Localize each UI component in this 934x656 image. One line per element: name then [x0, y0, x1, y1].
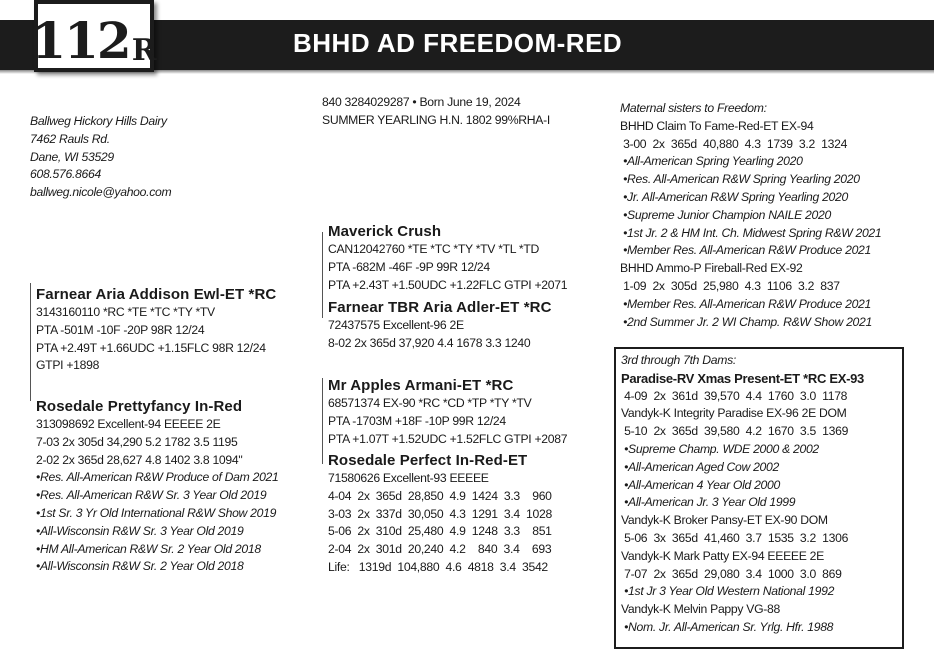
consignor-email: ballweg.nicole@yahoo.com [30, 185, 172, 200]
dam-name: Rosedale Prettyfancy In-Red [36, 398, 243, 415]
registration-class: SUMMER YEARLING H.N. 1802 99%RHA-I [322, 112, 550, 127]
mgs-line: PTA -1703M +18F -10P 99R 12/24 [328, 413, 506, 428]
dams-list [621, 370, 864, 637]
record-line: 3-00 2x 365d 40,880 4.3 1739 3.2 1324 [620, 136, 848, 151]
mgs-line: PTA +1.07T +1.52UDC +1.52FLC GTPI +2087 [328, 431, 568, 446]
honor-line: •All-American 4 Year Old 2000 [621, 477, 780, 492]
mgs-block [328, 376, 567, 448]
dams-box [614, 347, 904, 649]
sire-dam-line: 72437575 Excellent-96 2E [328, 318, 464, 332]
sire-line: PTA -682M -46F -9P 99R 12/24 [328, 259, 490, 274]
consignor-phone: 608.576.8664 [30, 167, 101, 182]
honor-line: •1st Jr 3 Year Old Western National 1992 [621, 584, 835, 599]
dams-box-content [621, 352, 864, 637]
dam-block [36, 397, 279, 576]
granddam-name: Rosedale Perfect In-Red-ET [328, 452, 528, 469]
pedigree-line-dam [30, 283, 31, 401]
dam-honor: •All-Wisconsin R&W Sr. 2 Year Old 2018 [36, 559, 244, 574]
consignor-street: 7462 Rauls Rd. [30, 131, 110, 146]
lot-number-box [31, 0, 157, 72]
granddam-record: 3-03 2x 337d 30,050 4.3 1291 3.4 1028 [328, 506, 552, 521]
dam-line: 7-03 2x 305d 34,290 5.2 1782 3.5 1195 [36, 434, 238, 449]
granddam-record: 4-04 2x 365d 28,850 4.9 1424 3.3 960 [328, 488, 552, 503]
dam-honor: •1st Sr. 3 Yr Old International R&W Show 2019 [36, 505, 277, 520]
granddam-record: 5-06 2x 310d 25,480 4.9 1248 3.3 851 [328, 524, 552, 539]
sire-name: Maverick Crush [328, 223, 442, 240]
maternal-sisters-list [620, 118, 881, 332]
dam-sire-line: 3143160110 *RC *TE *TC *TY *TV [36, 305, 215, 319]
honor-line: •All-American Aged Cow 2002 [621, 459, 779, 474]
record-line: Vandyk-K Broker Pansy-ET EX-90 DOM [621, 513, 828, 528]
granddam-block [328, 451, 552, 577]
registration-number: 840 3284029287 • Born June 19, 2024 [322, 95, 521, 109]
honor-line: •Res. All-American R&W Spring Yearling 2020 [620, 172, 860, 187]
record-line: 5-06 3x 365d 41,460 3.7 1535 3.2 1306 [621, 530, 849, 545]
sire-block [328, 222, 567, 294]
honor-line: •Supreme Champ. WDE 2000 & 2002 [621, 441, 819, 456]
honor-line: •Supreme Junior Champion NAILE 2020 [620, 207, 831, 222]
dam-honor: •HM All-American R&W Sr. 2 Year Old 2018 [36, 541, 261, 556]
dam-sire-line: PTA +2.49T +1.66UDC +1.15FLC 98R 12/24 [36, 340, 266, 355]
dam-honor: •Res. All-American R&W Sr. 3 Year Old 2019 [36, 488, 267, 503]
sire-line: PTA +2.43T +1.50UDC +1.22FLC GTPI +2071 [328, 277, 568, 292]
dam-sire-line: PTA -501M -10F -20P 98R 12/24 [36, 322, 205, 337]
honor-line: •Jr. All-American R&W Spring Yearling 2020 [620, 189, 848, 204]
dam-sire-block [36, 285, 276, 375]
honor-line: •Nom. Jr. All-American Sr. Yrlg. Hfr. 1988 [621, 619, 834, 634]
pedigree-line-sire [322, 232, 323, 318]
dam-sire-line: GTPI +1898 [36, 358, 100, 373]
record-line: 1-09 2x 305d 25,980 4.3 1106 3.2 837 [620, 278, 840, 293]
registration-block [322, 94, 550, 130]
honor-line: •Member Res. All-American R&W Produce 2021 [620, 296, 872, 311]
animal-title: BHHD AD FREEDOM-RED [293, 28, 623, 58]
dam-honor: •All-Wisconsin R&W Sr. 3 Year Old 2019 [36, 523, 244, 538]
sire-dam-block [328, 298, 552, 353]
record-line: BHHD Claim To Fame-Red-ET EX-94 [620, 118, 814, 133]
record-line: Paradise-RV Xmas Present-ET *RC EX-93 [621, 370, 864, 386]
dam-line: 2-02 2x 365d 28,627 4.8 1402 3.8 1094" [36, 452, 243, 467]
honor-line: •Member Res. All-American R&W Produce 2021 [620, 243, 872, 258]
pedigree-line-mgs [322, 378, 323, 464]
lot-number: 112 [31, 11, 130, 70]
dam-line: 313098692 Excellent-94 EEEEE 2E [36, 417, 221, 431]
honor-line: •All-American Spring Yearling 2020 [620, 154, 803, 169]
mgs-name: Mr Apples Armani-ET *RC [328, 377, 514, 394]
record-line: Vandyk-K Mark Patty EX-94 EEEEE 2E [621, 548, 824, 563]
consignor-farm: Ballweg Hickory Hills Dairy [30, 114, 167, 128]
maternal-sisters-heading: Maternal sisters to Freedom: [620, 101, 767, 115]
granddam-line: 71580626 Excellent-93 EEEEE [328, 471, 489, 485]
maternal-sisters-block [620, 100, 881, 331]
sire-line: CAN12042760 *TE *TC *TY *TV *TL *TD [328, 242, 539, 256]
consignor-block [30, 113, 171, 202]
record-line: 7-07 2x 365d 29,080 3.4 1000 3.0 869 [621, 566, 842, 581]
lot-suffix: R [131, 33, 157, 68]
consignor-city: Dane, WI 53529 [30, 149, 114, 164]
record-line: BHHD Ammo-P Fireball-Red EX-92 [620, 261, 803, 276]
honor-line: •All-American Jr. 3 Year Old 1999 [621, 495, 796, 510]
sire-dam-name: Farnear TBR Aria Adler-ET *RC [328, 299, 552, 316]
dams-box-heading: 3rd through 7th Dams: [621, 353, 736, 367]
dam-sire-name: Farnear Aria Addison Ewl-ET *RC [36, 286, 277, 303]
record-line: 5-10 2x 365d 39,580 4.2 1670 3.5 1369 [621, 424, 849, 439]
mgs-line: 68571374 EX-90 *RC *CD *TP *TY *TV [328, 396, 532, 410]
dam-honor: •Res. All-American R&W Produce of Dam 2021 [36, 470, 279, 485]
record-line: Vandyk-K Integrity Paradise EX-96 2E DOM [621, 406, 847, 421]
honor-line: •2nd Summer Jr. 2 WI Champ. R&W Show 2021 [620, 314, 872, 329]
granddam-lifetime: Life: 1319d 104,880 4.6 4818 3.4 3542 [328, 559, 548, 574]
record-line: Vandyk-K Melvin Pappy VG-88 [621, 602, 780, 617]
granddam-record: 2-04 2x 301d 20,240 4.2 840 3.4 693 [328, 542, 552, 557]
record-line: 4-09 2x 361d 39,570 4.4 1760 3.0 1178 [621, 388, 848, 403]
sire-dam-line: 8-02 2x 365d 37,920 4.4 1678 3.3 1240 [328, 335, 531, 350]
honor-line: •1st Jr. 2 & HM Int. Ch. Midwest Spring R&W 2021 [620, 225, 882, 240]
